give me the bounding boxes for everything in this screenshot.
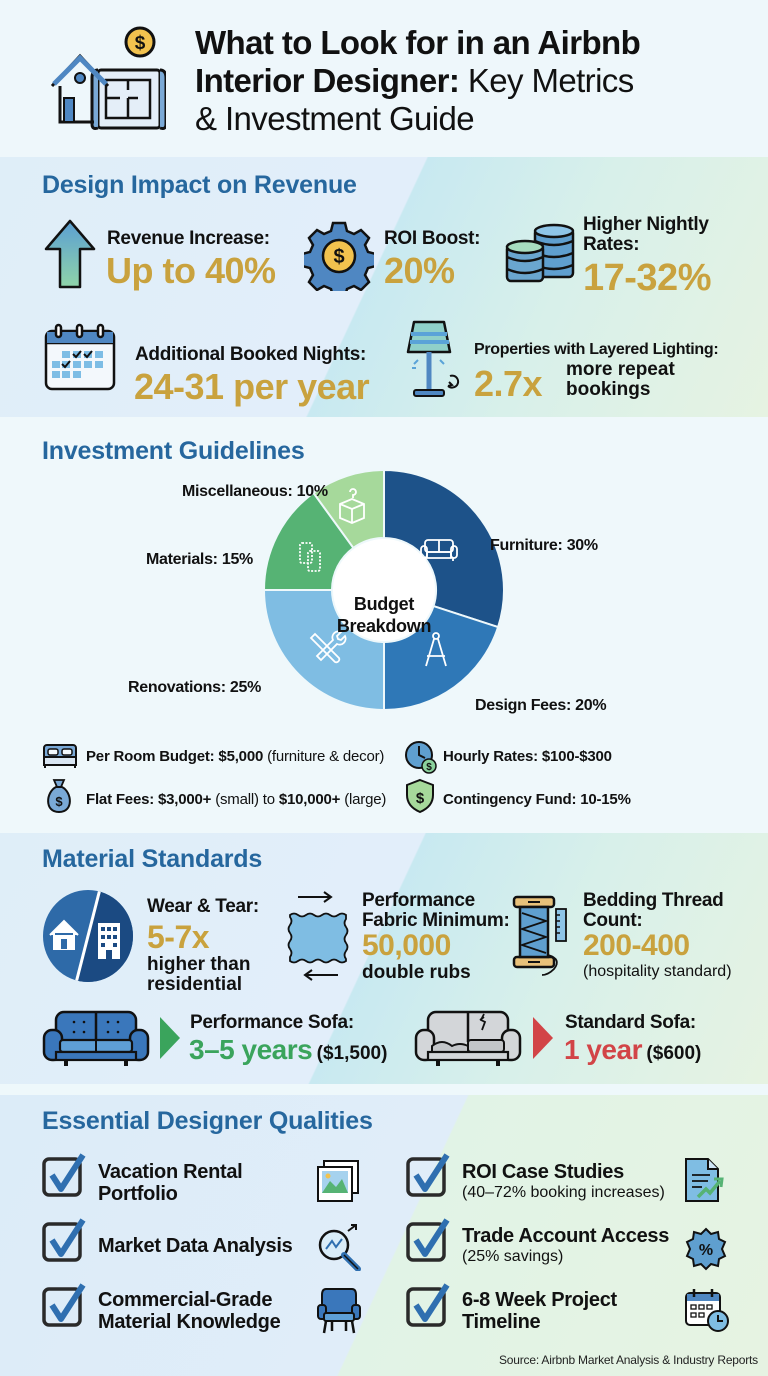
suffix-line: bookings [566, 378, 651, 400]
home-vs-commercial-icon [42, 889, 134, 983]
label-line: Fabric Minimum: [362, 909, 510, 931]
note-rest: (small) to [215, 791, 275, 808]
note-bold: Hourly Rates: $100-$300 [443, 748, 612, 765]
title-line: Commercial-Grade [98, 1289, 273, 1311]
metric-label: Properties with Layered Lighting: [474, 341, 719, 358]
chart-center-label [334, 593, 434, 637]
slice-label-renovations: Renovations: 25% [128, 679, 262, 696]
wear-sub [147, 955, 250, 995]
contingency-fund-note [443, 791, 631, 808]
qualities-section [0, 1095, 768, 1376]
lamp-icon [404, 320, 466, 398]
quality-item-title: Market Data Analysis [98, 1235, 293, 1257]
note-bold: Contingency Fund: 10-15% [443, 791, 631, 808]
metric-label: Additional Booked Nights: [135, 344, 367, 365]
metric-value: 17-32% [583, 257, 711, 299]
title-line: Trade Account Access [462, 1225, 670, 1247]
quality-item-title [98, 1289, 280, 1333]
metric-label: ROI Boost: [384, 228, 481, 249]
checkbox-icon [406, 1153, 452, 1199]
performance-sofa-icon [42, 1010, 150, 1068]
arrow-up-icon [44, 219, 96, 289]
quality-item-text [462, 1225, 669, 1266]
revenue-section [0, 157, 768, 417]
checkbox-icon [406, 1218, 452, 1264]
metric-label [583, 215, 709, 255]
svg-text:$: $ [415, 790, 425, 807]
std-sofa-label: Standard Sofa: [565, 1012, 696, 1033]
title-regular-part: Key Metrics [467, 62, 634, 99]
per-room-budget-note [86, 748, 384, 765]
title-line: ROI Case Studies [462, 1161, 624, 1183]
percent-badge-icon [684, 1227, 728, 1271]
note-rest: (large) [344, 791, 387, 808]
house-blueprint-dollar-icon [48, 26, 166, 132]
quality-item-text [462, 1161, 665, 1202]
note-rest: (furniture & decor) [267, 748, 385, 765]
section-title: Investment Guidelines [42, 437, 305, 465]
metric-value: Up to 40% [106, 250, 276, 291]
section-divider [0, 1084, 768, 1095]
center-line: Breakdown [336, 616, 432, 636]
source-note: Source: Airbnb Market Analysis & Industry Reports [499, 1353, 758, 1367]
lifespan-value: 1 year [564, 1034, 642, 1065]
standard-sofa-icon [414, 1010, 522, 1068]
std-sofa-value [564, 1036, 701, 1064]
label-line: Performance [362, 890, 475, 911]
svg-text:$: $ [134, 33, 146, 54]
note-bold: Per Room Budget: $5,000 [86, 748, 264, 765]
sub-line: (25% savings) [462, 1248, 564, 1265]
title-line-2 [195, 62, 640, 100]
title-line: 6-8 Week Project [462, 1289, 617, 1311]
fabric-swatch-icon [286, 891, 352, 981]
title-line: Vacation Rental [98, 1161, 243, 1183]
magnifier-chart-icon [316, 1223, 364, 1271]
calendar-clock-icon [684, 1287, 730, 1333]
flat-fees-note [86, 791, 386, 808]
label-line: Bedding Thread [583, 890, 724, 911]
label-line: Higher Nightly [583, 214, 709, 235]
metric-value: 2.7x [474, 363, 543, 404]
wear-label: Wear & Tear: [147, 896, 259, 917]
red-arrow-icon [533, 1017, 553, 1059]
metric-value: 24-31 per year [134, 366, 370, 407]
thread-value: 200-400 [583, 929, 690, 962]
fabric-sub: double rubs [362, 962, 471, 983]
slice-label-materials: Materials: 15% [146, 551, 253, 568]
title-bold-part: Interior Designer: [195, 62, 460, 99]
label-line: Rates: [583, 233, 640, 255]
checkbox-icon [42, 1218, 88, 1264]
note-bold: Flat Fees: $3,000+ [86, 791, 212, 808]
title-line: Material Knowledge [98, 1311, 281, 1333]
fabric-label [362, 891, 510, 931]
wear-value: 5-7x [147, 919, 210, 955]
suffix-line: more repeat [566, 359, 675, 380]
header [0, 0, 768, 157]
price-value: ($1,500) [316, 1043, 388, 1064]
report-growth-icon [684, 1157, 726, 1203]
green-arrow-icon [160, 1017, 180, 1059]
shield-dollar-icon [405, 778, 435, 814]
sub-line: residential [147, 973, 243, 995]
svg-text:%: % [698, 1242, 714, 1259]
title-line-3: & Investment Guide [195, 100, 475, 137]
metric-suffix [566, 360, 675, 400]
coin-stacks-icon [505, 223, 577, 285]
svg-text:$: $ [426, 762, 432, 773]
section-title: Material Standards [42, 845, 263, 873]
price-value: ($600) [646, 1043, 702, 1064]
lifespan-value: 3–5 years [189, 1034, 313, 1065]
money-bag-icon [44, 778, 74, 814]
center-line: Budget [353, 594, 415, 614]
armchair-icon [316, 1287, 362, 1335]
quality-item-title [462, 1289, 617, 1333]
checkbox-icon [42, 1283, 88, 1329]
note-bold: $10,000+ [278, 791, 341, 808]
perf-sofa-label: Performance Sofa: [190, 1012, 354, 1033]
quality-item-title [98, 1161, 242, 1205]
clock-dollar-icon [404, 740, 438, 774]
metric-label: Revenue Increase: [107, 228, 270, 249]
thread-label [583, 891, 723, 931]
title-line-1: What to Look for in an Airbnb [195, 24, 641, 61]
title-line: Timeline [462, 1311, 541, 1333]
thread-spool-icon [512, 895, 574, 977]
fabric-value: 50,000 [362, 929, 451, 962]
title-line: Portfolio [98, 1183, 178, 1205]
sub-line: higher than [147, 954, 251, 975]
checkbox-icon [42, 1153, 88, 1199]
svg-text:$: $ [55, 794, 63, 809]
thread-sub: (hospitality standard) [583, 963, 732, 980]
section-title: Essential Designer Qualities [42, 1107, 373, 1135]
photo-portfolio-icon [316, 1159, 360, 1203]
calendar-icon [44, 323, 118, 393]
page-title [195, 24, 640, 138]
bed-icon [42, 743, 78, 769]
materials-section [0, 833, 768, 1084]
perf-sofa-value [189, 1036, 387, 1064]
investment-section [0, 417, 768, 833]
slice-label-design-fees: Design Fees: 20% [475, 697, 607, 714]
hourly-rates-note [443, 748, 612, 765]
metric-value: 20% [384, 250, 455, 291]
checkbox-icon [406, 1283, 452, 1329]
slice-label-miscellaneous: Miscellaneous: 10% [182, 483, 328, 500]
section-title: Design Impact on Revenue [42, 171, 357, 199]
svg-text:$: $ [333, 246, 345, 268]
gear-dollar-icon [304, 221, 374, 291]
sub-line: (40–72% booking increases) [462, 1184, 665, 1201]
label-line: Count: [583, 909, 643, 931]
budget-donut-chart [264, 470, 504, 710]
slice-label-furniture: Furniture: 30% [490, 537, 598, 554]
